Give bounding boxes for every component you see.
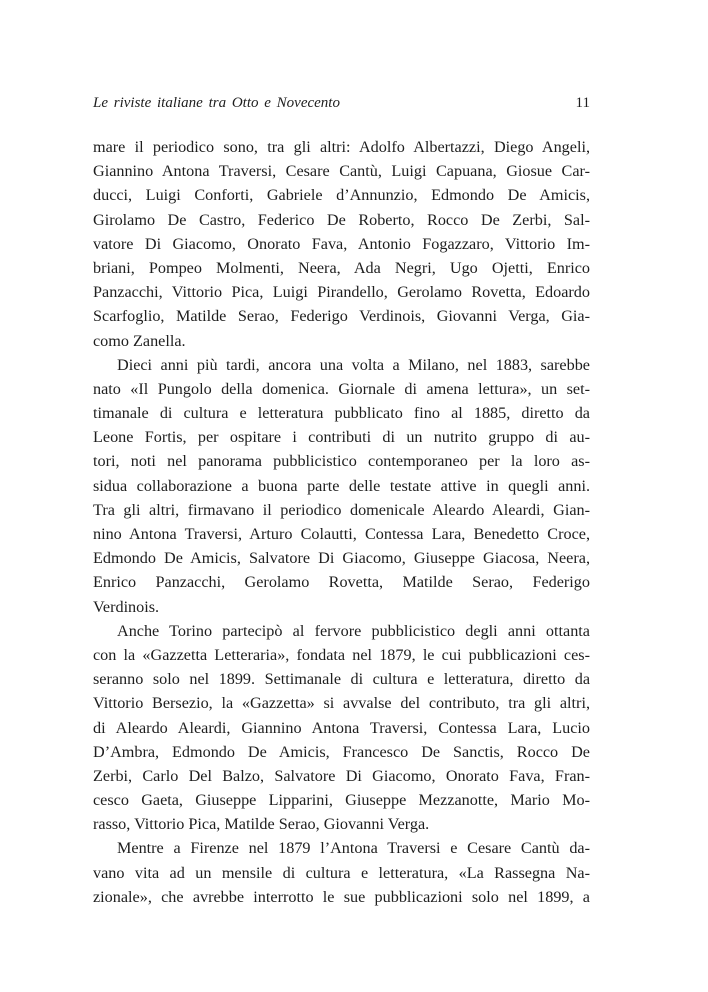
text-line: nino Antona Traversi, Arturo Colautti, Contessa Lara, Benedetto Croce,: [93, 525, 590, 543]
text-line: Vittorio Bersezio, la «Gazzetta» si avvalse del contributo, tra gli altri,: [93, 694, 590, 713]
paragraph-first-line: Anche Torino partecipò al fervore pubblicistico degli anni ottanta: [117, 621, 590, 640]
text-line: ducci, Luigi Conforti, Gabriele d’Annunzio, Edmondo De Amicis,: [93, 186, 590, 205]
text-line: sidua collaborazione a buona parte delle testate attive in quegli anni.: [93, 476, 590, 495]
text-line: nato «Il Pungolo della domenica. Giornale di amena lettura», un set-: [93, 379, 590, 398]
text-line: como Zanella.: [93, 331, 186, 350]
text-line: vano vita ad un mensile di cultura e letteratura, «La Rassegna Na-: [93, 863, 590, 882]
text-line: Girolamo De Castro, Federico De Roberto, Rocco De Zerbi, Sal-: [93, 210, 590, 229]
text-line: Tra gli altri, firmavano il periodico domenicale Aleardo Aleardi, Gian-: [93, 500, 590, 519]
text-line: Scarfoglio, Matilde Serao, Federigo Verdinois, Giovanni Verga, Gia-: [93, 307, 590, 326]
text-line: Verdinois.: [93, 597, 160, 616]
text-line: cesco Gaeta, Giuseppe Lipparini, Giuseppe Mezzanotte, Mario Mo-: [93, 791, 590, 810]
text-line: Leone Fortis, per ospitare i contributi di un nutrito gruppo di au-: [93, 428, 590, 447]
text-line: Edmondo De Amicis, Salvatore Di Giacomo, Giuseppe Giacosa, Neera,: [93, 549, 590, 568]
text-line: timanale di cultura e letteratura pubblicato fino al 1885, diretto da: [93, 404, 590, 423]
text-line: mare il periodico sono, tra gli altri: Adolfo Albertazzi, Diego Angeli,: [93, 138, 590, 156]
text-line: di Aleardo Aleardi, Giannino Antona Traversi, Contessa Lara, Lucio: [93, 718, 590, 737]
paragraph-first-line: Dieci anni più tardi, ancora una volta a Milano, nel 1883, sarebbe: [117, 355, 590, 374]
running-title: Le riviste italiane tra Otto e Novecento: [93, 95, 340, 111]
text-line: Enrico Panzacchi, Gerolamo Rovetta, Matilde Serao, Federigo: [93, 573, 590, 592]
text-line: con la «Gazzetta Letteraria», fondata nel 1879, le cui pubblicazioni ces-: [93, 645, 590, 664]
text-line: D’Ambra, Edmondo De Amicis, Francesco De Sanctis, Rocco De: [93, 742, 590, 761]
paragraph-first-line: Mentre a Firenze nel 1879 l’Antona Traversi e Cesare Cantù da-: [117, 839, 590, 858]
body-text: [93, 135, 590, 909]
text-line: seranno solo nel 1899. Settimanale di cultura e letteratura, diretto da: [93, 670, 590, 689]
text-line: rasso, Vittorio Pica, Matilde Serao, Giovanni Verga.: [93, 815, 430, 834]
page-number: 11: [575, 95, 590, 111]
text-line: Giannino Antona Traversi, Cesare Cantù, Luigi Capuana, Giosue Car-: [93, 162, 590, 181]
running-header: [93, 92, 590, 114]
text-line: zionale», che avrebbe interrotto le sue pubblicazioni solo nel 1899, a: [93, 887, 590, 906]
text-line: Zerbi, Carlo Del Balzo, Salvatore Di Giacomo, Onorato Fava, Fran-: [93, 766, 590, 785]
text-line: vatore Di Giacomo, Onorato Fava, Antonio Fogazzaro, Vittorio Im-: [93, 234, 590, 253]
text-line: Panzacchi, Vittorio Pica, Luigi Pirandello, Gerolamo Rovetta, Edoardo: [93, 283, 590, 302]
text-line: briani, Pompeo Molmenti, Neera, Ada Negri, Ugo Ojetti, Enrico: [93, 258, 590, 277]
text-line: tori, noti nel panorama pubblicistico contemporaneo per la loro as-: [93, 452, 590, 471]
